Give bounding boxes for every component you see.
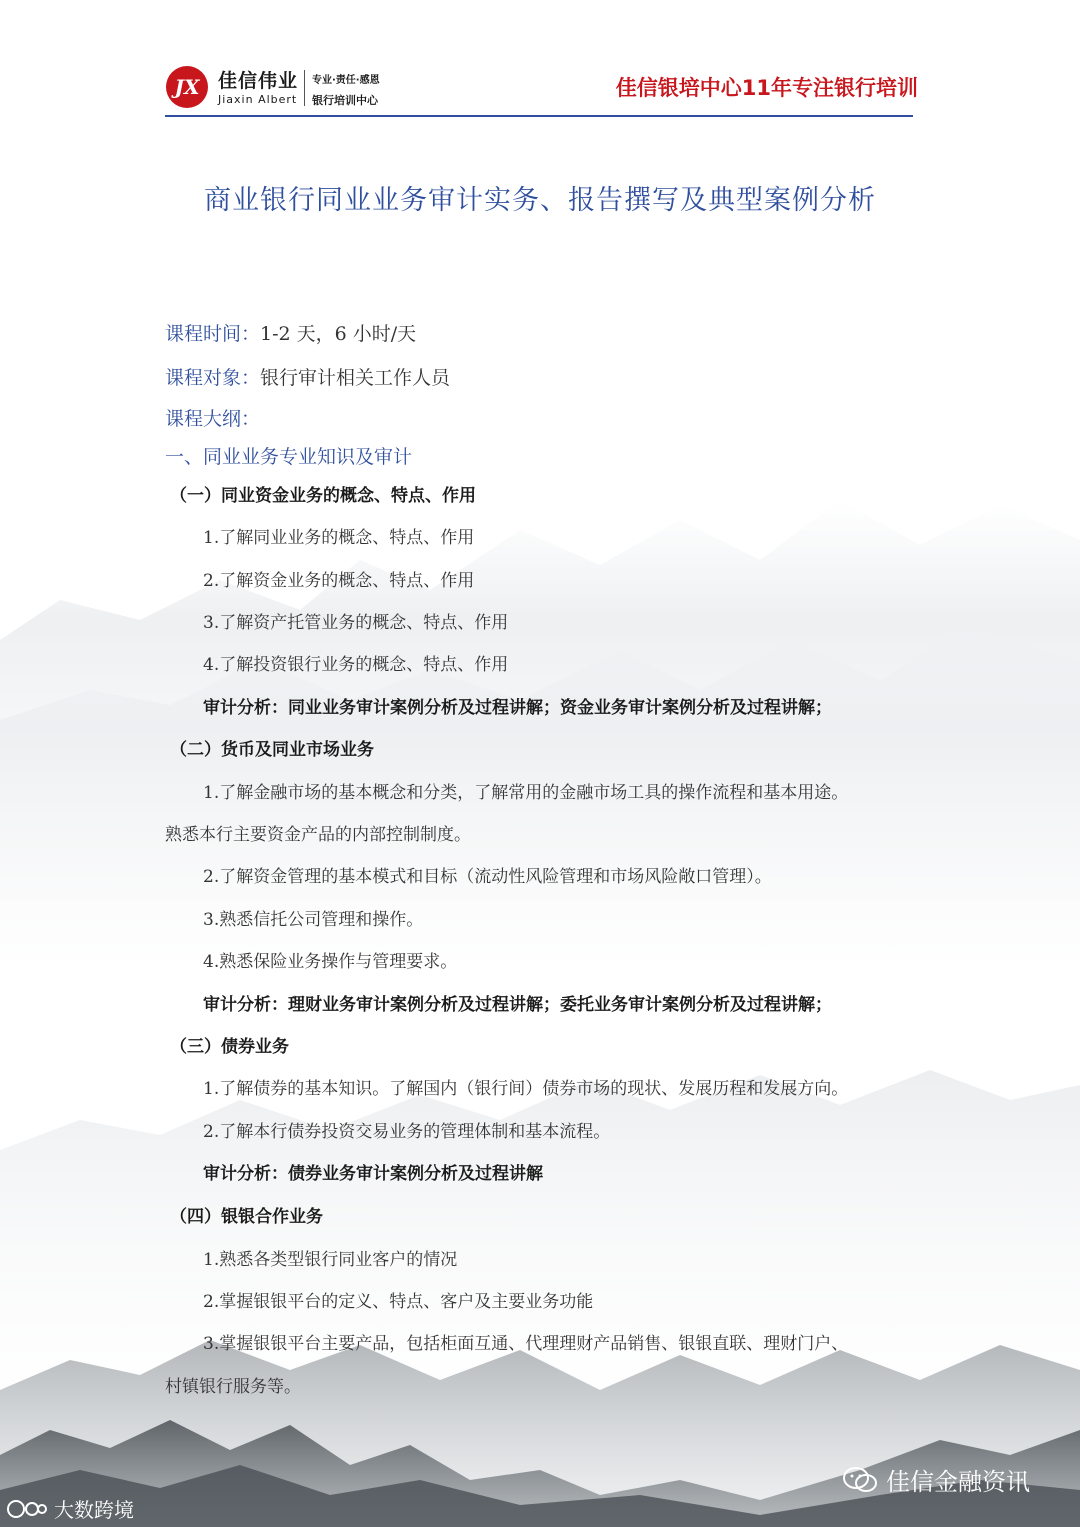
list-item: 3.掌握银银平台主要产品，包括柜面互通、代理理财产品销售、银银直联、理财门户、 <box>203 1334 849 1354</box>
document-title: 商业银行同业业务审计实务、报告撰写及典型案例分析 <box>204 185 876 216</box>
list-item: 1.了解金融市场的基本概念和分类，了解常用的金融市场工具的操作流程和基本用途。 <box>203 783 849 803</box>
list-item: 4.熟悉保险业务操作与管理要求。 <box>203 952 458 972</box>
list-item: 4.了解投资银行业务的概念、特点、作用 <box>203 655 509 675</box>
course-audience-value: 银行审计相关工作人员 <box>260 367 451 389</box>
list-item: 2.了解资金业务的概念、特点、作用 <box>203 571 475 591</box>
course-time-label: 课程时间： <box>165 323 261 345</box>
brand-logo <box>165 62 209 112</box>
logo-divider <box>304 70 305 106</box>
list-item-continuation: 村镇银行服务等。 <box>165 1377 301 1397</box>
platform-logo-icon <box>6 1498 48 1520</box>
watermark-right-text: 佳信金融资讯 <box>886 1468 1030 1496</box>
section-heading: 一、同业业务专业知识及审计 <box>165 446 413 468</box>
header-divider <box>165 115 913 117</box>
list-item: 2.了解资金管理的基本模式和目标（流动性风险管理和市场风险敞口管理）。 <box>203 867 772 887</box>
list-item: 3.熟悉信托公司管理和操作。 <box>203 910 424 930</box>
course-time-value: 1-2 天，6 小时/天 <box>260 323 417 345</box>
subsection-heading: （三）债券业务 <box>170 1037 289 1057</box>
watermark-right <box>842 1462 1030 1497</box>
list-item-continuation: 熟悉本行主要资金产品的内部控制制度。 <box>165 825 471 845</box>
brand-center: 银行培训中心 <box>312 94 378 107</box>
audit-analysis: 审计分析：同业业务审计案例分析及过程讲解；资金业务审计案例分析及过程讲解； <box>203 698 832 718</box>
course-audience <box>165 363 450 390</box>
subsection-heading: （二）货币及同业市场业务 <box>170 740 374 760</box>
list-item: 1.了解债券的基本知识。了解国内（银行间）债券市场的现状、发展历程和发展方向。 <box>203 1079 849 1099</box>
list-item: 1.了解同业业务的概念、特点、作用 <box>203 528 475 548</box>
jx-logo-icon <box>165 65 209 109</box>
subsection-heading: （一）同业资金业务的概念、特点、作用 <box>170 486 476 506</box>
brand-name-en: Jiaxin Albert <box>218 93 298 106</box>
brand-slogan: 专业·责任·感恩 <box>312 75 380 86</box>
subsection-heading: （四）银银合作业务 <box>170 1207 323 1227</box>
header-tagline: 佳信银培中心11年专注银行培训 <box>615 76 918 100</box>
course-audience-label: 课程对象： <box>165 367 261 389</box>
list-item: 1.熟悉各类型银行同业客户的情况 <box>203 1250 458 1270</box>
audit-analysis: 审计分析：理财业务审计案例分析及过程讲解；委托业务审计案例分析及过程讲解； <box>203 995 832 1015</box>
wechat-icon <box>842 1465 878 1495</box>
course-time <box>165 319 416 346</box>
watermark-left-text: 大数跨境 <box>54 1498 134 1522</box>
list-item: 2.了解本行债券投资交易业务的管理体制和基本流程。 <box>203 1122 611 1142</box>
list-item: 2.掌握银银平台的定义、特点、客户及主要业务功能 <box>203 1292 594 1312</box>
course-outline-label: 课程大纲： <box>165 408 261 430</box>
list-item: 3.了解资产托管业务的概念、特点、作用 <box>203 613 509 633</box>
audit-analysis: 审计分析：债券业务审计案例分析及过程讲解 <box>203 1164 543 1184</box>
watermark-left <box>6 1494 134 1523</box>
svg-text:JX: JX <box>174 75 200 99</box>
brand-name-cn: 佳信伟业 <box>218 70 299 92</box>
